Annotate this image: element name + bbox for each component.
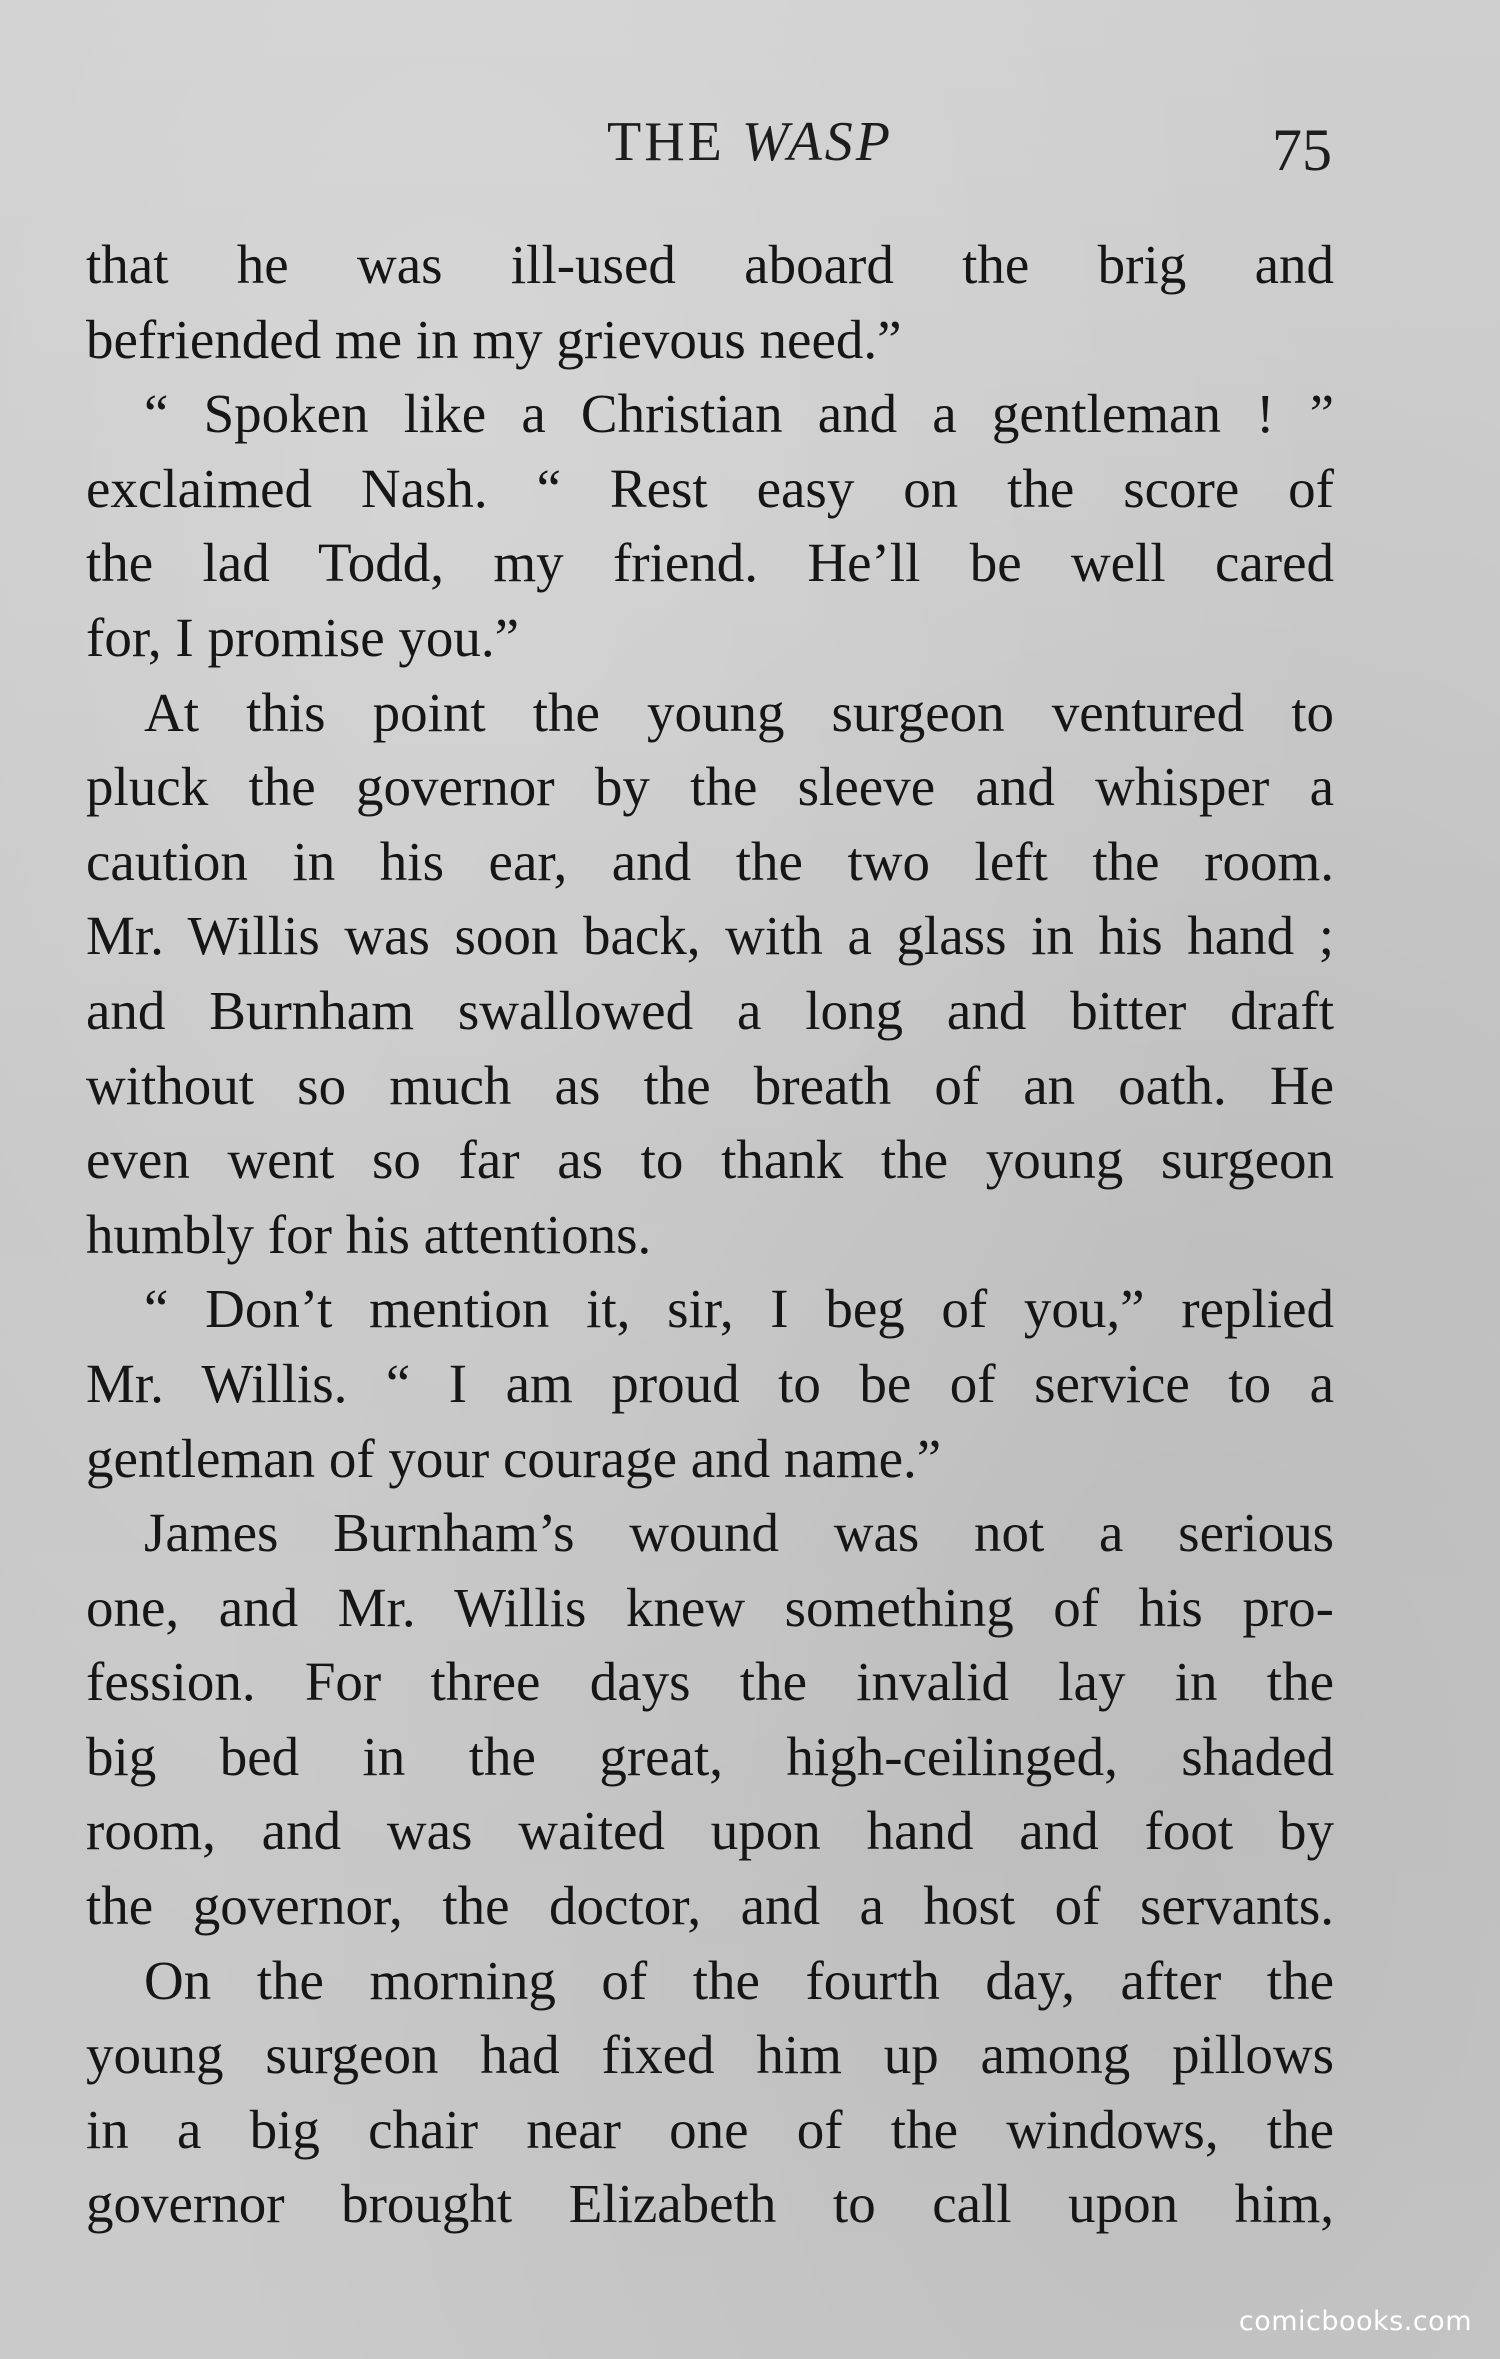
- running-head: [0, 110, 1500, 183]
- text-line: humbly for his attentions.: [86, 1203, 652, 1265]
- text-line: gentleman of your courage and name.”: [86, 1427, 942, 1489]
- text-line: exclaimed Nash. “ Rest easy on the score of: [86, 457, 1334, 519]
- text-line: big bed in the great, high-ceilinged, shaded: [86, 1725, 1334, 1787]
- text-line: fession. For three days the invalid lay in the: [86, 1651, 1334, 1713]
- text-line: James Burnham’s wound was not a serious: [144, 1502, 1334, 1564]
- text-line: Mr. Willis. “ I am proud to be of service to a: [86, 1352, 1334, 1414]
- text-line: room, and was waited upon hand and foot by: [86, 1800, 1334, 1862]
- body-text: [86, 228, 1334, 2242]
- text-line: governor brought Elizabeth to call upon him,: [86, 2173, 1334, 2235]
- running-title-italic: WASP: [741, 111, 893, 173]
- text-line: and Burnham swallowed a long and bitter draft: [86, 979, 1334, 1041]
- running-title-prefix: THE: [606, 111, 725, 173]
- text-line: At this point the young surgeon ventured to: [144, 681, 1334, 743]
- text-line: “ Don’t mention it, sir, I beg of you,” replied: [144, 1278, 1334, 1340]
- text-line: On the morning of the fourth day, after the: [144, 1949, 1334, 2011]
- text-line: befriended me in my grievous need.”: [86, 308, 902, 370]
- text-line: even went so far as to thank the young surgeon: [86, 1129, 1334, 1191]
- text-line: caution in his ear, and the two left the room.: [86, 830, 1334, 892]
- text-line: the governor, the doctor, and a host of servants.: [86, 1875, 1334, 1937]
- text-line: in a big chair near one of the windows, the: [86, 2098, 1334, 2160]
- text-line: young surgeon had fixed him up among pillows: [86, 2024, 1334, 2086]
- text-line: “ Spoken like a Christian and a gentleman ! ”: [144, 383, 1334, 445]
- watermark: comicbooks.com: [1238, 2306, 1472, 2337]
- page-number: 75: [1272, 117, 1332, 183]
- text-line: pluck the governor by the sleeve and whisper a: [86, 756, 1334, 818]
- text-line: without so much as the breath of an oath. He: [86, 1054, 1334, 1116]
- text-line: for, I promise you.”: [86, 606, 520, 668]
- text-line: one, and Mr. Willis knew something of his pro-: [86, 1576, 1334, 1638]
- text-line: Mr. Willis was soon back, with a glass in his hand ;: [86, 905, 1334, 967]
- text-line: the lad Todd, my friend. He’ll be well cared: [86, 532, 1334, 594]
- text-line: that he was ill-used aboard the brig and: [86, 234, 1334, 295]
